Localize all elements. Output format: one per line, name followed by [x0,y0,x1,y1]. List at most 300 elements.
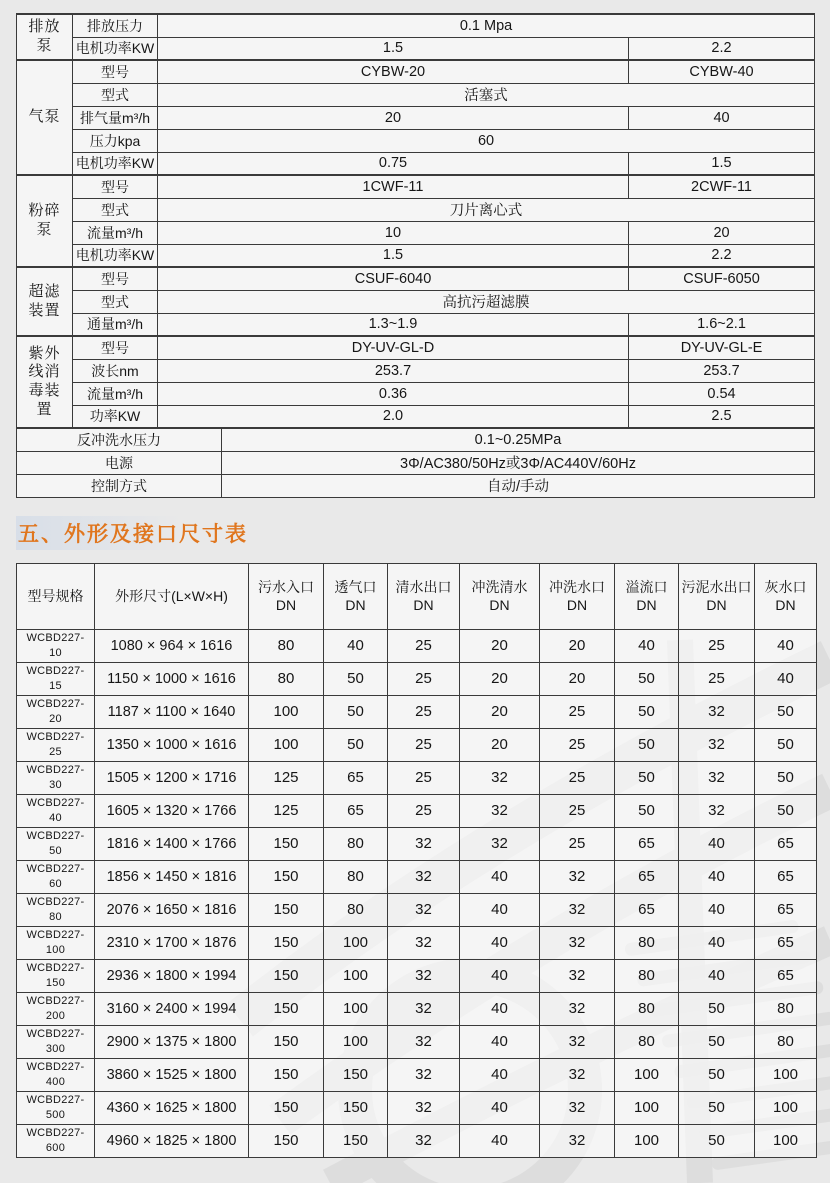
port-dn-cell: 32 [540,926,615,959]
header-unit: DN [345,597,366,613]
model-size-number: 500 [45,1108,66,1121]
model-cell [17,1025,95,1058]
header-title: 溢流口 [625,578,668,595]
port-dn-cell: 20 [540,662,615,695]
spec-value-right: 2CWF-11 [629,175,815,198]
spec-value-right: CSUF-6050 [629,267,815,290]
spec-row-label: 排气量m³/h [73,106,158,129]
spec-group-label: 排放泵 [17,14,73,60]
port-dn-cell: 32 [679,761,755,794]
port-dn-cell: 20 [460,695,540,728]
dimension-row [17,662,817,695]
spec-row [17,405,815,428]
dimension-column-header [679,563,755,629]
model-prefix: WCBD227- [26,1061,85,1074]
model-cell [17,761,95,794]
spec-value-right: 40 [629,106,815,129]
port-dn-cell: 100 [249,728,324,761]
dimension-row [17,728,817,761]
model-size-number: 25 [49,745,62,758]
spec-value-right: 0.54 [629,382,815,405]
port-dn-cell: 65 [755,893,817,926]
port-dn-cell: 65 [615,893,679,926]
dimension-column-header [460,563,540,629]
dimension-row [17,992,817,1025]
dimension-column-header [388,563,460,629]
model-cell [17,992,95,1025]
spec-row-label: 电机功率KW [73,244,158,267]
dimensions-cell: 4360 × 1625 × 1800 [95,1091,249,1124]
dimension-row [17,959,817,992]
port-dn-cell: 32 [388,827,460,860]
spec-row [17,198,815,221]
model-prefix: WCBD227- [26,632,85,645]
port-dn-cell: 50 [615,695,679,728]
port-dn-cell: 32 [388,860,460,893]
port-dn-cell: 25 [540,728,615,761]
spec-value-left: 1CWF-11 [158,175,629,198]
model-size-number: 15 [49,679,62,692]
spec-value-right: 2.2 [629,244,815,267]
port-dn-cell: 50 [615,728,679,761]
spec-row-label: 波长nm [73,359,158,382]
port-dn-cell: 25 [540,794,615,827]
dimensions-cell: 1187 × 1100 × 1640 [95,695,249,728]
model-cell [17,1091,95,1124]
port-dn-cell: 40 [679,959,755,992]
port-dn-cell: 150 [249,1091,324,1124]
header-unit: DN [706,597,727,613]
header-title: 污水入口 [258,578,314,595]
dimension-column-header [540,563,615,629]
spec-value-right: 1.6~2.1 [629,313,815,336]
port-dn-cell: 150 [249,1124,324,1157]
dimension-table [16,563,817,1158]
port-dn-cell: 25 [388,629,460,662]
port-dn-cell: 40 [755,629,817,662]
spec-row-label: 电机功率KW [73,152,158,175]
header-title: 冲洗清水 [471,578,528,595]
dimension-row [17,695,817,728]
spec-value-right: 2.2 [629,37,815,60]
model-cell [17,728,95,761]
dimension-row [17,761,817,794]
port-dn-cell: 32 [540,1124,615,1157]
dimension-row [17,1058,817,1091]
model-prefix: WCBD227- [26,863,85,876]
spec-group-label: 紫外线消毒装置 [17,336,73,428]
port-dn-cell: 50 [324,695,388,728]
port-dn-cell: 100 [324,1025,388,1058]
dimension-column-header [755,563,817,629]
spec-footer-label: 电源 [17,451,222,474]
spec-value-left: 1.5 [158,37,629,60]
port-dn-cell: 32 [388,1091,460,1124]
port-dn-cell: 80 [249,662,324,695]
model-prefix: WCBD227- [26,1094,85,1107]
port-dn-cell: 50 [755,761,817,794]
spec-row [17,290,815,313]
spec-row [17,152,815,175]
section-title: 五、外形及接口尺寸表 [16,516,292,550]
port-dn-cell: 80 [615,1025,679,1058]
spec-row-label: 型号 [73,336,158,359]
port-dn-cell: 25 [388,761,460,794]
model-size-number: 300 [45,1042,66,1055]
spec-row [17,106,815,129]
port-dn-cell: 25 [540,827,615,860]
model-prefix: WCBD227- [26,962,85,975]
port-dn-cell: 25 [388,662,460,695]
dimensions-cell: 1856 × 1450 × 1816 [95,860,249,893]
dimensions-cell: 3860 × 1525 × 1800 [95,1058,249,1091]
port-dn-cell: 50 [755,728,817,761]
model-size-number: 80 [49,910,62,923]
model-prefix: WCBD227- [26,1028,85,1041]
port-dn-cell: 80 [755,992,817,1025]
header-unit: DN [566,597,588,613]
dimension-row [17,1025,817,1058]
port-dn-cell: 32 [540,1025,615,1058]
port-dn-cell: 80 [324,893,388,926]
dimension-row [17,629,817,662]
dimension-column-header [95,563,249,629]
port-dn-cell: 65 [755,959,817,992]
port-dn-cell: 40 [755,662,817,695]
port-dn-cell: 32 [540,959,615,992]
model-size-number: 100 [45,943,66,956]
spec-row-label: 流量m³/h [73,382,158,405]
port-dn-cell: 50 [679,1124,755,1157]
spec-value-right: 20 [629,221,815,244]
model-cell [17,629,95,662]
port-dn-cell: 125 [249,761,324,794]
port-dn-cell: 40 [679,860,755,893]
spec-row [17,60,815,83]
spec-footer-label: 反冲洗水压力 [17,428,222,451]
port-dn-cell: 32 [540,893,615,926]
spec-value-left: 1.5 [158,244,629,267]
spec-row [17,336,815,359]
port-dn-cell: 50 [755,695,817,728]
port-dn-cell: 25 [388,728,460,761]
header-title: 清水出口 [395,578,452,595]
spec-value-merged: 刀片离心式 [158,198,815,221]
dimensions-cell: 1605 × 1320 × 1766 [95,794,249,827]
spec-value-left: 0.75 [158,152,629,175]
model-size-number: 40 [49,811,62,824]
model-prefix: WCBD227- [26,665,85,678]
header-unit: DN [489,597,510,613]
dimension-column-header [615,563,679,629]
model-cell [17,893,95,926]
model-size-number: 600 [45,1141,66,1154]
port-dn-cell: 25 [540,695,615,728]
port-dn-cell: 32 [388,1058,460,1091]
model-cell [17,1058,95,1091]
port-dn-cell: 50 [615,794,679,827]
spec-row-label: 型号 [73,175,158,198]
port-dn-cell: 32 [540,992,615,1025]
dimensions-cell: 2936 × 1800 × 1994 [95,959,249,992]
port-dn-cell: 32 [388,893,460,926]
spec-row-label: 型式 [73,290,158,313]
port-dn-cell: 20 [460,662,540,695]
dimensions-cell: 4960 × 1825 × 1800 [95,1124,249,1157]
model-cell [17,695,95,728]
spec-group-label: 气泵 [17,60,73,175]
port-dn-cell: 32 [388,1124,460,1157]
spec-footer-row [17,474,815,497]
port-dn-cell: 65 [324,794,388,827]
spec-value-left: 2.0 [158,405,629,428]
spec-footer-value: 0.1~0.25MPa [222,428,815,451]
spec-footer-row [17,451,815,474]
port-dn-cell: 32 [460,827,540,860]
spec-footer-value: 自动/手动 [222,474,815,497]
spec-group-label: 超滤装置 [17,267,73,336]
dimension-table-body [17,629,817,1157]
model-cell [17,662,95,695]
dimension-table-header [17,563,817,629]
port-dn-cell: 100 [324,926,388,959]
port-dn-cell: 100 [324,992,388,1025]
model-size-number: 60 [49,877,62,890]
model-prefix: WCBD227- [26,764,85,777]
port-dn-cell: 65 [755,827,817,860]
spec-footer-value: 3Φ/AC380/50Hz或3Φ/AC440V/60Hz [222,451,815,474]
port-dn-cell: 32 [388,926,460,959]
port-dn-cell: 40 [679,893,755,926]
dimension-column-header [249,563,324,629]
dimension-row [17,827,817,860]
dimension-row [17,860,817,893]
spec-row [17,37,815,60]
port-dn-cell: 150 [249,860,324,893]
port-dn-cell: 50 [679,992,755,1025]
dimension-row [17,1091,817,1124]
spec-row [17,83,815,106]
port-dn-cell: 150 [249,893,324,926]
port-dn-cell: 150 [249,992,324,1025]
port-dn-cell: 20 [460,629,540,662]
port-dn-cell: 32 [388,992,460,1025]
header-title: 灰水口 [764,578,807,595]
model-size-number: 400 [45,1075,66,1088]
spec-value-merged: 0.1 Mpa [158,14,815,37]
port-dn-cell: 40 [460,893,540,926]
port-dn-cell: 40 [460,992,540,1025]
port-dn-cell: 150 [249,1058,324,1091]
dimension-row [17,926,817,959]
port-dn-cell: 150 [249,959,324,992]
spec-row-label: 压力kpa [73,129,158,152]
spec-row-label: 型号 [73,267,158,290]
port-dn-cell: 100 [755,1091,817,1124]
spec-value-merged: 高抗污超滤膜 [158,290,815,313]
port-dn-cell: 50 [615,761,679,794]
port-dn-cell: 40 [679,827,755,860]
model-cell [17,794,95,827]
port-dn-cell: 32 [679,794,755,827]
port-dn-cell: 50 [324,728,388,761]
port-dn-cell: 150 [249,1025,324,1058]
header-title: 污泥水出口 [681,578,752,595]
spec-row-label: 功率KW [73,405,158,428]
spec-row-label: 电机功率KW [73,37,158,60]
port-dn-cell: 25 [388,695,460,728]
port-dn-cell: 20 [540,629,615,662]
dimension-column-header [17,563,95,629]
model-prefix: WCBD227- [26,830,85,843]
spec-value-right: CYBW-40 [629,60,815,83]
port-dn-cell: 32 [679,728,755,761]
spec-row [17,175,815,198]
port-dn-cell: 32 [540,860,615,893]
model-size-number: 20 [49,712,62,725]
equipment-spec-table-body [17,14,815,497]
port-dn-cell: 150 [324,1124,388,1157]
spec-footer-label: 控制方式 [17,474,222,497]
port-dn-cell: 125 [249,794,324,827]
dimension-row [17,794,817,827]
model-cell [17,1124,95,1157]
spec-row-label: 排放压力 [73,14,158,37]
dimension-column-header [324,563,388,629]
dimensions-cell: 2310 × 1700 × 1876 [95,926,249,959]
spec-row-label: 型号 [73,60,158,83]
dimensions-cell: 2900 × 1375 × 1800 [95,1025,249,1058]
dimensions-cell: 1505 × 1200 × 1716 [95,761,249,794]
port-dn-cell: 100 [615,1091,679,1124]
port-dn-cell: 80 [324,827,388,860]
spec-value-right: DY-UV-GL-E [629,336,815,359]
port-dn-cell: 65 [615,827,679,860]
spec-footer-row [17,428,815,451]
port-dn-cell: 50 [324,662,388,695]
model-size-number: 150 [45,976,66,989]
port-dn-cell: 25 [388,794,460,827]
port-dn-cell: 80 [755,1025,817,1058]
spec-row-label: 型式 [73,198,158,221]
equipment-spec-table [16,13,815,498]
port-dn-cell: 150 [249,926,324,959]
spec-row [17,129,815,152]
port-dn-cell: 32 [540,1058,615,1091]
spec-value-merged: 活塞式 [158,83,815,106]
spec-row [17,14,815,37]
model-size-number: 30 [49,778,62,791]
model-size-number: 200 [45,1009,66,1022]
spec-value-right: 253.7 [629,359,815,382]
port-dn-cell: 150 [249,827,324,860]
model-size-number: 10 [49,646,62,659]
port-dn-cell: 40 [679,926,755,959]
model-size-number: 50 [49,844,62,857]
spec-value-left: 253.7 [158,359,629,382]
spec-value-left: 20 [158,106,629,129]
header-unit: DN [775,597,796,613]
spec-row-label: 流量m³/h [73,221,158,244]
port-dn-cell: 32 [388,959,460,992]
port-dn-cell: 50 [679,1025,755,1058]
port-dn-cell: 25 [540,761,615,794]
dimensions-cell: 1350 × 1000 × 1616 [95,728,249,761]
spec-value-left: 0.36 [158,382,629,405]
port-dn-cell: 32 [388,1025,460,1058]
port-dn-cell: 100 [755,1124,817,1157]
port-dn-cell: 40 [324,629,388,662]
port-dn-cell: 32 [460,761,540,794]
port-dn-cell: 40 [460,1025,540,1058]
header-title: 外形尺寸(L×W×H) [115,587,228,604]
model-prefix: WCBD227- [26,995,85,1008]
spec-row-label: 通量m³/h [73,313,158,336]
header-title: 透气口 [334,578,377,595]
spec-group-label: 粉碎泵 [17,175,73,267]
port-dn-cell: 65 [755,860,817,893]
port-dn-cell: 80 [615,926,679,959]
port-dn-cell: 40 [460,1058,540,1091]
model-prefix: WCBD227- [26,1127,85,1140]
spec-row [17,267,815,290]
port-dn-cell: 32 [540,1091,615,1124]
model-prefix: WCBD227- [26,797,85,810]
port-dn-cell: 32 [679,695,755,728]
port-dn-cell: 40 [460,860,540,893]
port-dn-cell: 100 [615,1058,679,1091]
port-dn-cell: 80 [249,629,324,662]
port-dn-cell: 50 [615,662,679,695]
model-prefix: WCBD227- [26,896,85,909]
dimensions-cell: 1080 × 964 × 1616 [95,629,249,662]
spec-value-left: DY-UV-GL-D [158,336,629,359]
spec-row [17,359,815,382]
port-dn-cell: 80 [615,959,679,992]
header-unit: DN [636,597,657,613]
port-dn-cell: 100 [249,695,324,728]
port-dn-cell: 20 [460,728,540,761]
model-cell [17,860,95,893]
spec-row-label: 型式 [73,83,158,106]
port-dn-cell: 50 [679,1058,755,1091]
port-dn-cell: 100 [755,1058,817,1091]
port-dn-cell: 65 [755,926,817,959]
model-prefix: WCBD227- [26,698,85,711]
port-dn-cell: 32 [460,794,540,827]
model-prefix: WCBD227- [26,929,85,942]
model-cell [17,959,95,992]
spec-row [17,382,815,405]
spec-value-left: CSUF-6040 [158,267,629,290]
header-title: 型号规格 [27,587,84,604]
port-dn-cell: 40 [615,629,679,662]
dimensions-cell: 1816 × 1400 × 1766 [95,827,249,860]
port-dn-cell: 40 [460,1091,540,1124]
spec-row [17,221,815,244]
spec-value-right: 2.5 [629,405,815,428]
port-dn-cell: 150 [324,1058,388,1091]
header-unit: DN [413,597,434,613]
port-dn-cell: 50 [755,794,817,827]
dimensions-cell: 1150 × 1000 × 1616 [95,662,249,695]
port-dn-cell: 100 [324,959,388,992]
port-dn-cell: 150 [324,1091,388,1124]
spec-value-right: 1.5 [629,152,815,175]
dimension-header-row [17,563,817,629]
spec-value-left: CYBW-20 [158,60,629,83]
port-dn-cell: 80 [615,992,679,1025]
